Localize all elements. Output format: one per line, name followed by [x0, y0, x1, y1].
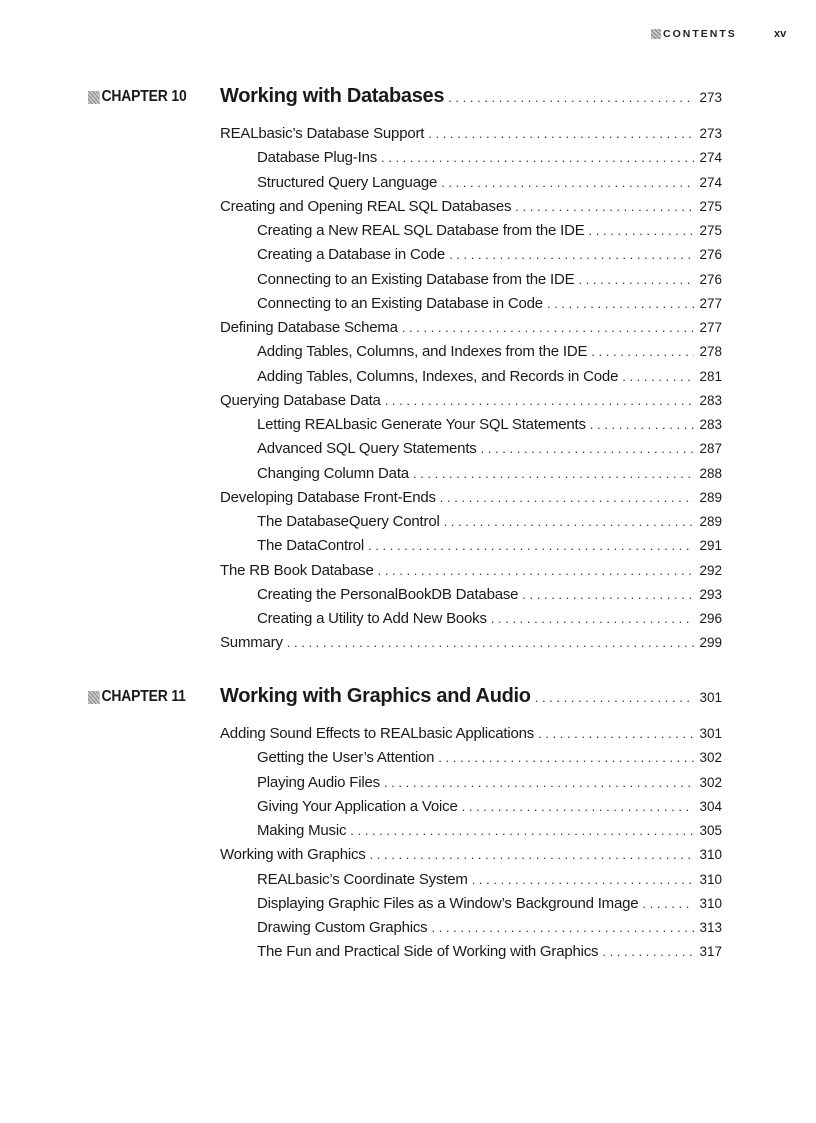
dot-leader: [378, 563, 695, 578]
entry-page-number: 293: [699, 586, 722, 602]
entry-page-number: 310: [699, 847, 722, 863]
toc-subsection-entry[interactable]: [257, 919, 722, 939]
entry-page-number: 287: [699, 441, 722, 457]
entry-page-number: 281: [699, 368, 722, 384]
entry-title: Working with Graphics: [220, 846, 366, 864]
dot-leader: [602, 944, 694, 959]
dot-leader: [428, 126, 694, 141]
chapter-page-number: 273: [699, 90, 722, 105]
dot-leader: [622, 369, 694, 384]
entry-title: Drawing Custom Graphics: [257, 919, 428, 936]
entry-page-number: 276: [699, 247, 722, 263]
running-head-label: [651, 28, 737, 40]
entry-page-number: 283: [699, 417, 722, 432]
entry-page-number: 296: [699, 611, 722, 626]
chapter-label: [88, 685, 186, 709]
toc-section-entry[interactable]: [220, 562, 722, 582]
page-number: xv: [774, 28, 787, 40]
toc-subsection-entry[interactable]: [257, 871, 722, 891]
dot-leader: [287, 635, 695, 650]
dot-leader: [589, 223, 695, 238]
toc-subsection-entry[interactable]: [257, 149, 722, 169]
toc-subsection-entry[interactable]: [257, 416, 722, 436]
toc-section-entry[interactable]: [220, 846, 722, 866]
entry-title: Querying Database Data: [220, 391, 381, 409]
entry-page-number: 310: [699, 871, 722, 887]
dot-leader: [438, 750, 694, 765]
chapter-title: Working with Graphics and Audio: [220, 685, 531, 707]
toc-subsection-entry[interactable]: [257, 822, 722, 842]
entry-page-number: 302: [699, 750, 722, 766]
entry-title: Advanced SQL Query Statements: [257, 440, 477, 458]
dot-leader: [535, 690, 695, 705]
entry-page-number: 289: [699, 514, 722, 529]
toc-subsection-entry[interactable]: [257, 295, 722, 315]
chapter-label: [88, 85, 187, 109]
dot-leader: [449, 247, 694, 262]
entry-page-number: 313: [699, 920, 722, 935]
dot-leader: [491, 611, 695, 626]
chapter-page-number: 301: [699, 690, 722, 705]
entry-title: Creating and Opening REAL SQL Databases: [220, 197, 512, 215]
toc-section-entry[interactable]: [220, 489, 722, 509]
dot-leader: [385, 393, 695, 408]
dot-leader: [350, 823, 694, 838]
entry-page-number: 310: [699, 895, 722, 911]
dot-leader: [440, 490, 695, 505]
dot-leader: [381, 150, 694, 165]
entry-page-number: 299: [699, 635, 722, 651]
chapter-title-row[interactable]: [220, 685, 722, 709]
toc-subsection-entry[interactable]: [257, 222, 722, 242]
entry-page-number: 304: [699, 798, 722, 814]
dot-leader: [481, 441, 695, 456]
chapter-number: CHAPTER 11: [101, 688, 186, 705]
entry-page-number: 291: [699, 538, 722, 554]
toc-subsection-entry[interactable]: [257, 174, 722, 194]
dot-leader: [431, 920, 694, 935]
toc-subsection-entry[interactable]: [257, 513, 722, 533]
entry-title: The DatabaseQuery Control: [257, 513, 440, 530]
toc-subsection-entry[interactable]: [257, 774, 722, 794]
dot-leader: [448, 90, 694, 105]
entry-title: Database Plug-Ins: [257, 149, 378, 167]
entry-title: Letting REALbasic Generate Your SQL Statements: [257, 416, 586, 433]
section-marker-icon: [651, 29, 661, 39]
entry-page-number: 275: [699, 198, 722, 214]
dot-leader: [538, 726, 694, 741]
entry-page-number: 288: [699, 465, 722, 481]
toc-subsection-entry[interactable]: [257, 537, 722, 557]
dot-leader: [402, 320, 695, 335]
entry-page-number: 317: [699, 944, 722, 960]
entry-page-number: 277: [699, 295, 722, 311]
dot-leader: [444, 514, 695, 529]
toc-section-entry[interactable]: [220, 392, 722, 412]
dot-leader: [370, 847, 695, 862]
toc-subsection-entry[interactable]: [257, 368, 722, 388]
toc-section-entry[interactable]: [220, 319, 722, 339]
entry-page-number: 273: [699, 126, 722, 141]
entry-title: Getting the User’s Attention: [257, 749, 435, 767]
entry-title: Adding Sound Effects to REALbasic Applications: [220, 725, 535, 742]
entry-title: The RB Book Database: [220, 561, 374, 579]
entry-page-number: 302: [699, 774, 722, 790]
entry-title: Creating the PersonalBookDB Database: [257, 585, 519, 603]
entry-page-number: 289: [699, 489, 722, 505]
dot-leader: [578, 272, 694, 287]
entry-title: The Fun and Practical Side of Working with Graphics: [257, 943, 599, 961]
entry-title: Connecting to an Existing Database from the IDE: [257, 270, 575, 288]
running-head: [0, 28, 816, 44]
toc-subsection-entry[interactable]: [257, 798, 722, 818]
entry-page-number: 276: [699, 271, 722, 287]
dot-leader: [462, 799, 695, 814]
dot-leader: [522, 587, 694, 602]
dot-leader: [368, 538, 694, 553]
entry-page-number: 277: [699, 320, 722, 335]
dot-leader: [547, 296, 695, 311]
toc-section-entry[interactable]: [220, 634, 722, 654]
toc-section-entry[interactable]: [220, 198, 722, 218]
entry-page-number: 275: [699, 223, 722, 238]
toc-subsection-entry[interactable]: [257, 271, 722, 291]
entry-title: Displaying Graphic Files as a Window’s Background Image: [257, 894, 639, 912]
toc-section-entry[interactable]: [220, 125, 722, 145]
entry-title: Defining Database Schema: [220, 319, 398, 336]
chapter-title: Working with Databases: [220, 85, 445, 107]
entry-title: REALbasic’s Coordinate System: [257, 870, 468, 888]
toc-subsection-entry[interactable]: [257, 943, 722, 963]
entry-title: Summary: [220, 634, 283, 652]
entry-title: Developing Database Front-Ends: [220, 488, 436, 506]
toc-subsection-entry[interactable]: [257, 895, 722, 915]
toc-subsection-entry[interactable]: [257, 246, 722, 266]
dot-leader: [441, 175, 694, 190]
dot-leader: [642, 896, 694, 911]
entry-title: Creating a Utility to Add New Books: [257, 610, 487, 627]
toc-subsection-entry[interactable]: [257, 343, 722, 363]
dot-leader: [590, 417, 695, 432]
entry-title: Structured Query Language: [257, 173, 438, 191]
chapter-title-row[interactable]: [220, 85, 722, 109]
entry-page-number: 301: [699, 726, 722, 741]
entry-title: Creating a Database in Code: [257, 246, 446, 264]
entry-page-number: 283: [699, 392, 722, 408]
dot-leader: [472, 872, 695, 887]
entry-page-number: 292: [699, 562, 722, 578]
entry-page-number: 305: [699, 823, 722, 838]
section-marker-icon: [88, 91, 100, 104]
entry-title: Adding Tables, Columns, and Indexes from the IDE: [257, 343, 588, 361]
entry-page-number: 278: [699, 344, 722, 360]
entry-title: Giving Your Application a Voice: [257, 797, 458, 815]
entry-title: Adding Tables, Columns, Indexes, and Records in Code: [257, 367, 619, 385]
section-marker-icon: [88, 691, 100, 704]
dot-leader: [413, 466, 695, 481]
entry-title: The DataControl: [257, 537, 365, 555]
dot-leader: [591, 344, 694, 359]
entry-title: REALbasic’s Database Support: [220, 125, 425, 142]
entry-title: Creating a New REAL SQL Database from the IDE: [257, 222, 585, 239]
toc-subsection-entry[interactable]: [257, 610, 722, 630]
entry-page-number: 274: [699, 150, 722, 166]
toc-subsection-entry[interactable]: [257, 586, 722, 606]
entry-title: Playing Audio Files: [257, 773, 380, 791]
chapter-number: CHAPTER 10: [101, 88, 187, 105]
toc-subsection-entry[interactable]: [257, 749, 722, 769]
entry-page-number: 274: [699, 174, 722, 190]
toc-subsection-entry[interactable]: [257, 465, 722, 485]
entry-title: Making Music: [257, 822, 347, 839]
running-head-text: CONTENTS: [663, 28, 737, 40]
toc-section-entry[interactable]: [220, 725, 722, 745]
dot-leader: [515, 199, 694, 214]
dot-leader: [384, 775, 695, 790]
toc-subsection-entry[interactable]: [257, 440, 722, 460]
entry-title: Connecting to an Existing Database in Code: [257, 294, 543, 312]
entry-title: Changing Column Data: [257, 464, 409, 482]
